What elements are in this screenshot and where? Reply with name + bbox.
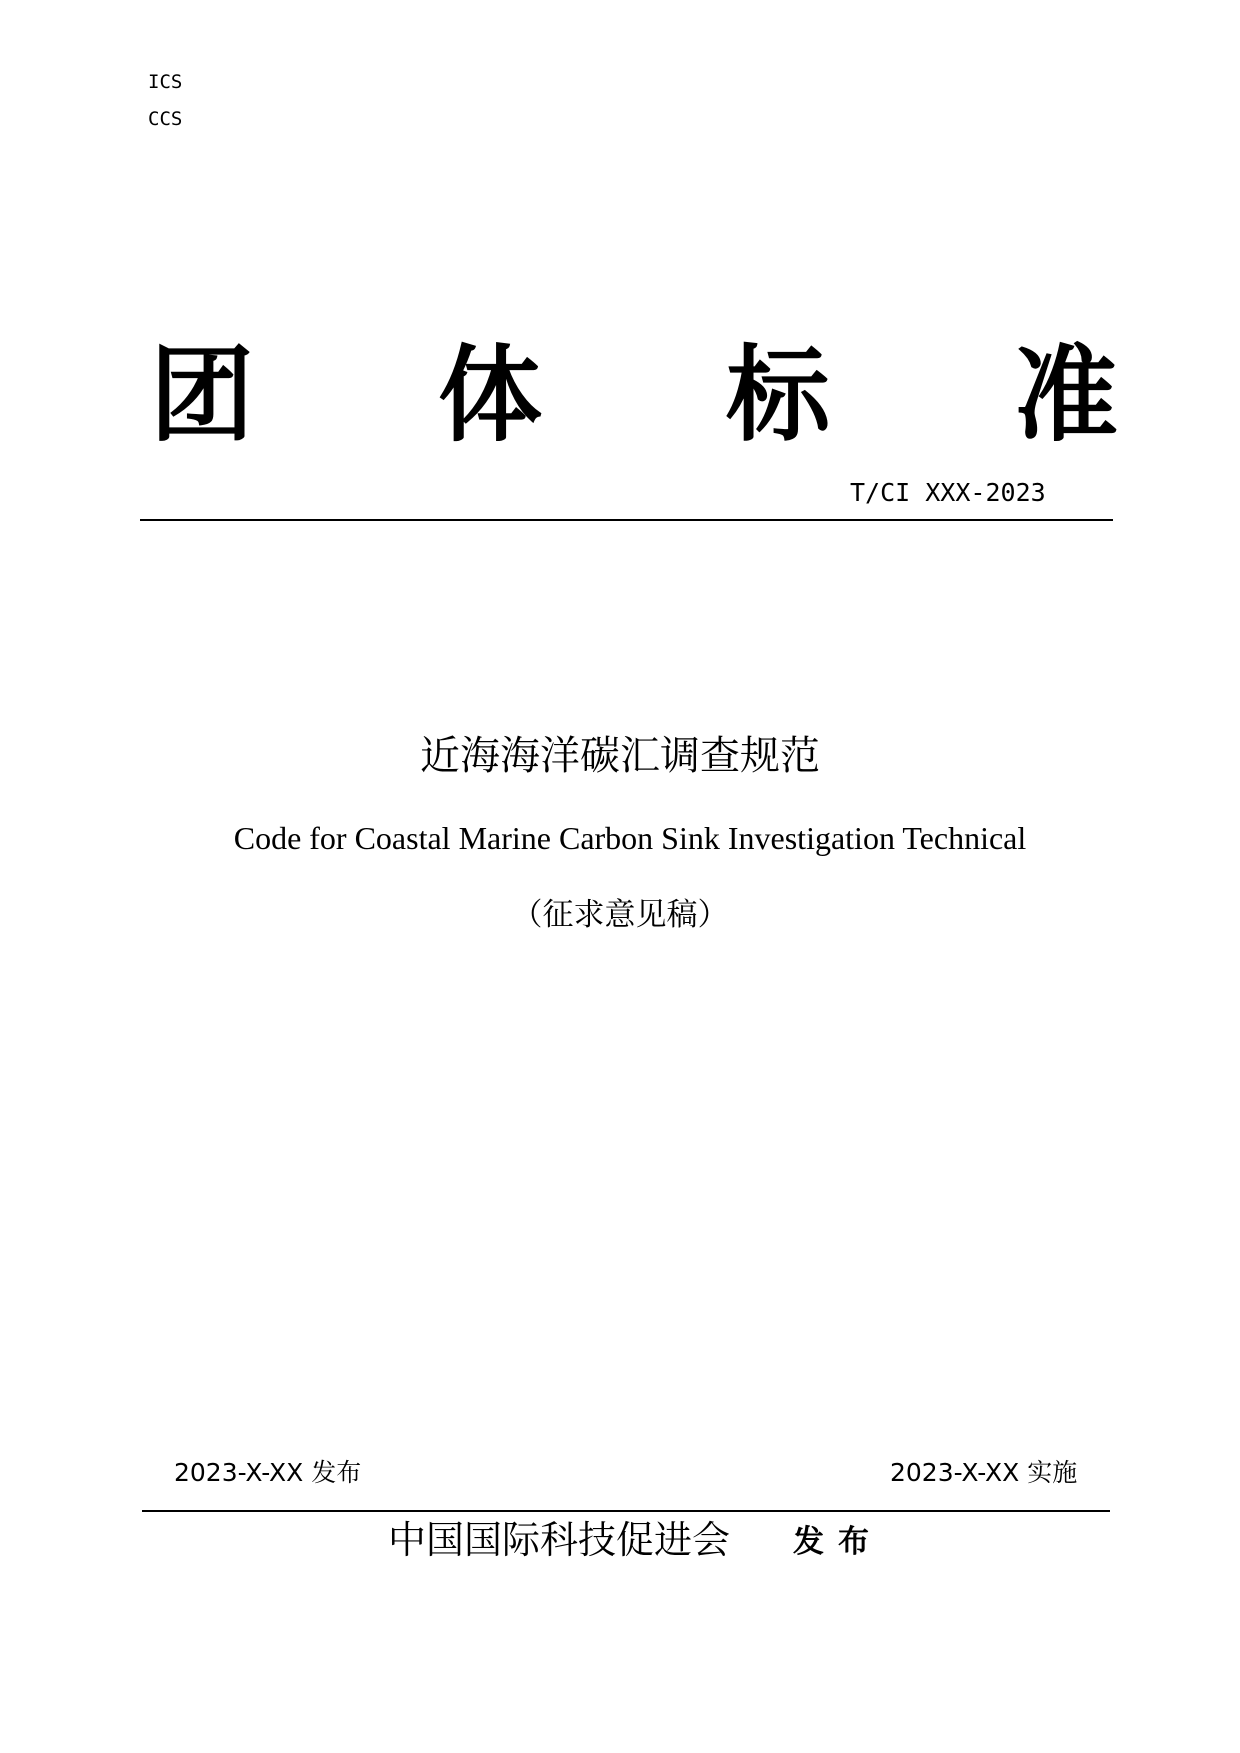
- ccs-label: CCS: [148, 108, 183, 130]
- banner-char-3: 标: [726, 334, 831, 456]
- draft-note: （征求意见稿）: [511, 897, 729, 933]
- publisher-label: 发布: [793, 1524, 883, 1560]
- title-chinese: 近海海洋碳汇调查规范: [420, 733, 820, 779]
- banner-char-2: 体: [438, 334, 543, 456]
- bottom-divider: [142, 1510, 1110, 1512]
- release-date: 2023-X-XX 发布: [174, 1458, 362, 1487]
- top-divider: [140, 519, 1113, 521]
- banner-char-4: 准: [1014, 334, 1119, 456]
- banner-char-1: 团: [150, 334, 255, 456]
- standard-code: T/CI XXX-2023: [850, 478, 1046, 507]
- ics-label: ICS: [148, 71, 183, 93]
- title-english: Code for Coastal Marine Carbon Sink Investigation Technical: [233, 820, 1027, 856]
- publisher-name: 中国国际科技促进会: [388, 1518, 731, 1562]
- implementation-date: 2023-X-XX 实施: [890, 1458, 1078, 1487]
